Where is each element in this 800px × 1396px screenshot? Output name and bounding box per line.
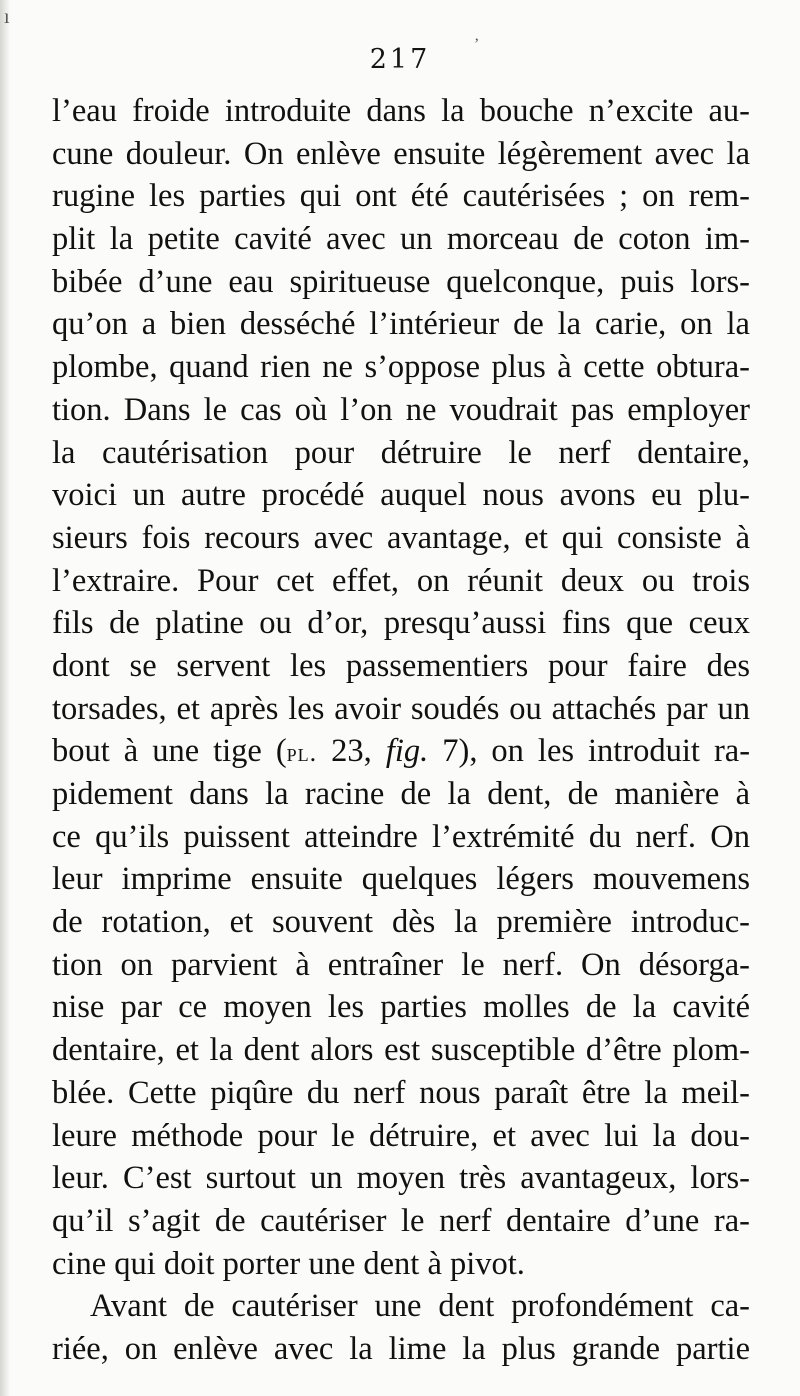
plate-ref-after: 7), on les introduit ra- [428,733,751,770]
page-number: 217 [369,44,431,75]
body-text [52,90,750,1371]
text-line: nise par ce moyen les parties molles de la cavité [52,989,750,1026]
text-line: l’eau froide introduite dans la bouche n’excite au- [52,93,750,129]
text-line: cune douleur. On enlève ensuite légèrement avec la [52,135,750,172]
text-line: sieurs fois recours avec avantage, et qui consiste à [52,519,750,556]
text-line-plate-reference [52,730,750,773]
text-line: qu’il s’agit de cautériser le nerf dentaire d’une ra- [52,1202,750,1239]
text-line: de rotation, et souvent dès la première introduc- [52,904,750,941]
stray-mark: ı [4,6,10,28]
text-line: leur. C’est surtout un moyen très avantageux, lors- [52,1160,750,1197]
text-line: torsades, et après les avoir soudés ou attachés par un [52,690,750,727]
text-line: blée. Cette piqûre du nerf nous paraît être la meil- [52,1074,750,1111]
text-line: plit la petite cavité avec un morceau de coton im- [52,221,750,258]
text-line: la cautérisation pour détruire le nerf dentaire, [52,434,750,471]
text-line: voici un autre procédé auquel nous avons eu plu- [52,477,750,514]
text-line: ce qu’ils puissent atteindre l’extrémité du nerf. On [52,818,750,855]
page-edge-shadow [0,0,10,1396]
plate-abbrev: pl. [286,738,318,768]
figure-abbrev: fig. [385,733,429,770]
text-line: dont se servent les passementiers pour faire des [52,647,750,684]
text-line: tion. Dans le cas où l’on ne voudrait pas employer [52,391,750,428]
text-line: bibée d’une eau spiritueuse quelconque, puis lors- [52,263,750,300]
text-line: tion on parvient à entraîner le nerf. On désorga- [52,946,750,983]
plate-ref-before: bout à une tige ( [52,733,287,770]
text-line: l’extraire. Pour cet effet, on réunit deux ou trois [52,562,750,599]
text-line: riée, on enlève avec la lime la plus grande partie [52,1330,750,1367]
text-line: pidement dans la racine de la dent, de manière à [52,776,750,812]
text-line: dentaire, et la dent alors est susceptible d’être plom- [52,1032,750,1069]
text-line: rugine les parties qui ont été cautérisées ; on rem- [52,178,750,215]
text-line: plombe, quand rien ne s’oppose plus à cette obtura- [52,349,750,386]
text-line: leure méthode pour le détruire, et avec lui la dou- [52,1117,750,1154]
plate-number: 23, [317,733,386,770]
text-line: leur imprime ensuite quelques légers mouvemens [52,861,750,898]
text-line: qu’on a bien desséché l’intérieur de la carie, on la [52,306,750,343]
text-line-paragraph-end: cine qui doit porter une dent à pivot. [52,1245,525,1282]
text-line: fils de platine ou d’or, presqu’aussi fins que ceux [52,605,750,642]
stray-mark: ʼ [474,36,480,53]
text-line-paragraph-start: Avant de cautériser une dent profondément ca- [90,1288,750,1325]
